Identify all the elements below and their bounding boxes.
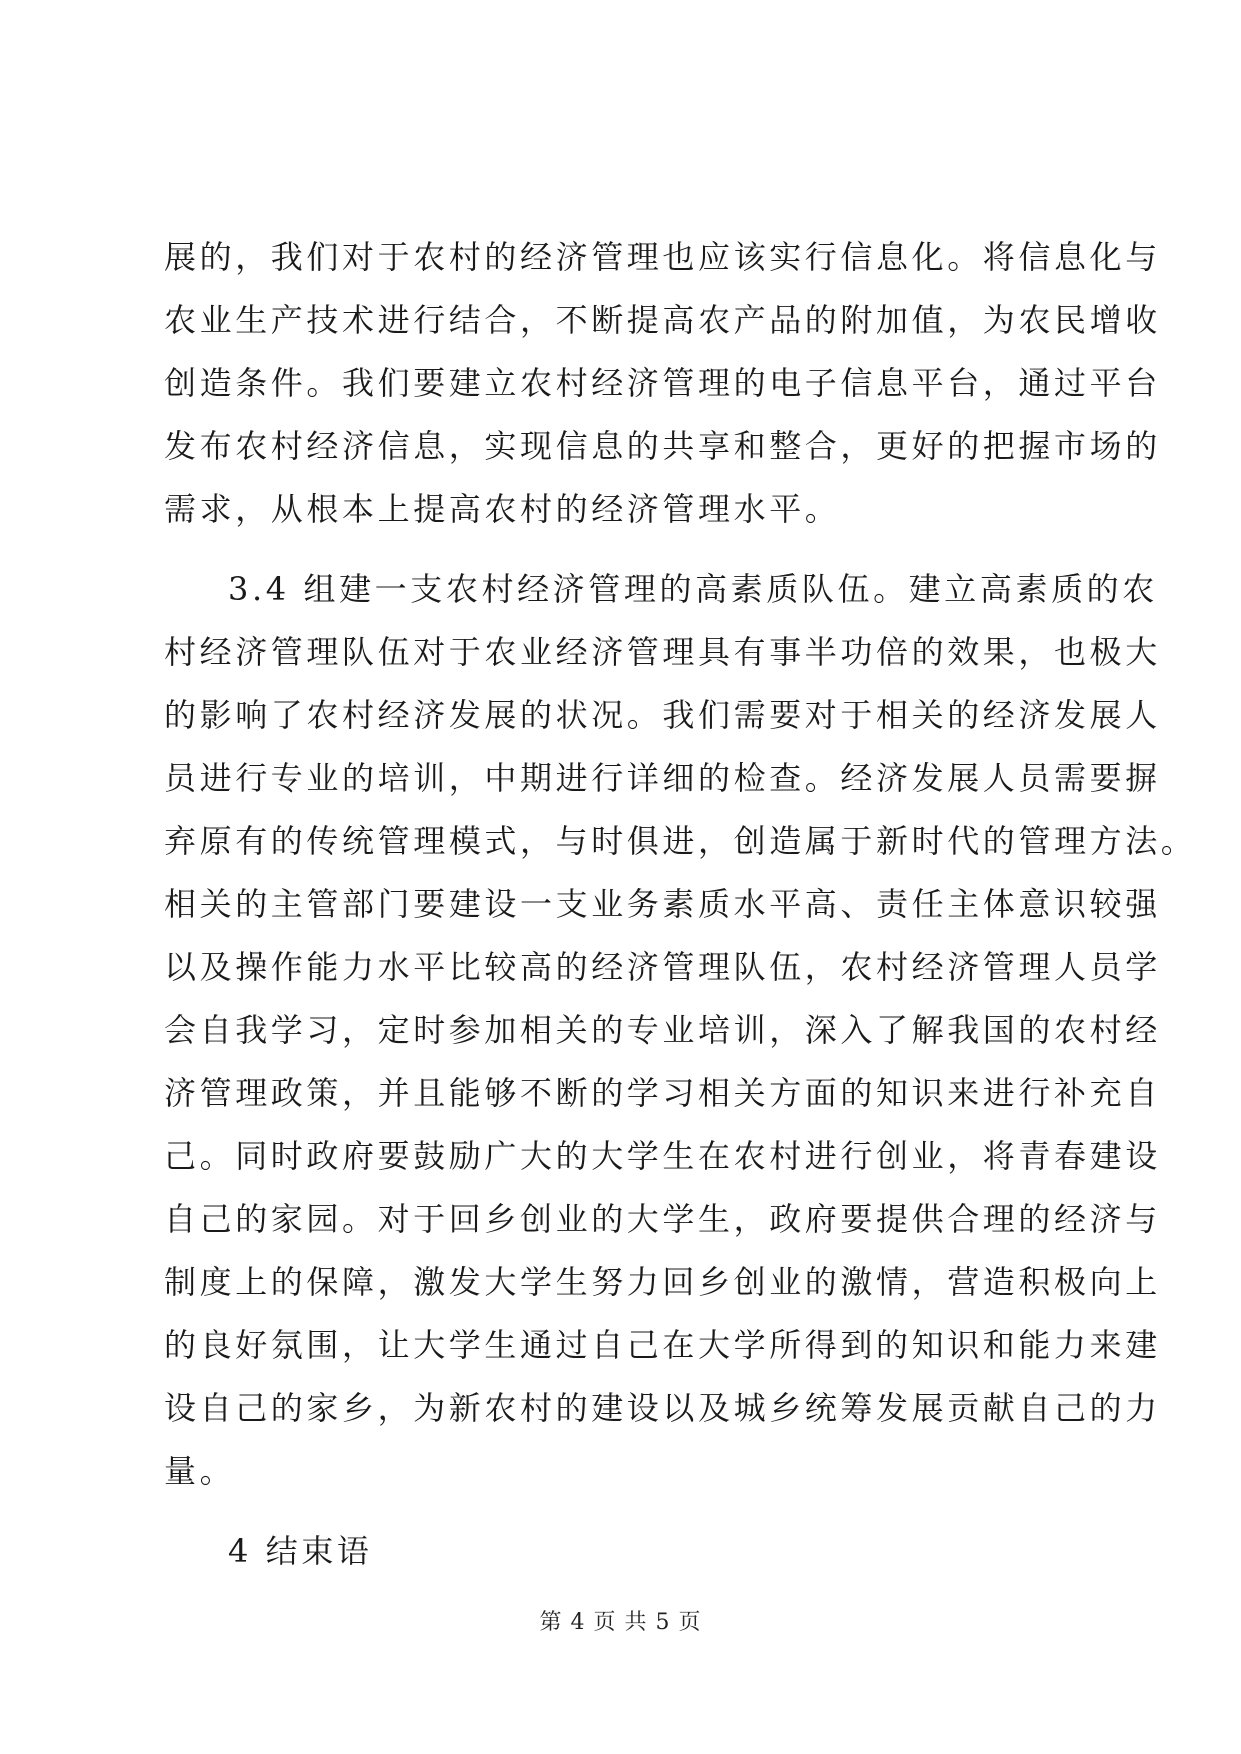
- text-line: 的影响了农村经济发展的状况。我们需要对于相关的经济发展人: [164, 696, 1161, 734]
- paragraph-continuation: [164, 226, 1161, 541]
- text-line: 弃原有的传统管理模式，与时俱进，创造属于新时代的管理方法。: [164, 822, 1197, 860]
- text-line: 设自己的家乡，为新农村的建设以及城乡统筹发展贡献自己的力: [164, 1389, 1161, 1427]
- body-text: [164, 226, 1197, 1583]
- paragraph-gap: [164, 1503, 1084, 1520]
- text-line: 相关的主管部门要建设一支业务素质水平高、责任主体意识较强: [164, 885, 1161, 923]
- text-line: 村经济管理队伍对于农业经济管理具有事半功倍的效果，也极大: [164, 633, 1161, 671]
- text-line: 量。: [164, 1452, 236, 1490]
- text-line: 发布农村经济信息，实现信息的共享和整合，更好的把握市场的: [164, 427, 1161, 465]
- text-line: 自己的家园。对于回乡创业的大学生，政府要提供合理的经济与: [164, 1200, 1161, 1238]
- text-line: 己。同时政府要鼓励广大的大学生在农村进行创业，将青春建设: [164, 1137, 1161, 1175]
- text-line: 员进行专业的培训，中期进行详细的检查。经济发展人员需要摒: [164, 759, 1161, 797]
- section-heading: 4 结束语: [228, 1532, 373, 1570]
- text-line: 农业生产技术进行结合，不断提高农产品的附加值，为农民增收: [164, 301, 1161, 339]
- section-heading-line: 3.4 组建一支农村经济管理的高素质队伍。建立高素质的农: [228, 570, 1158, 608]
- text-line: 制度上的保障，激发大学生努力回乡创业的激情，营造积极向上: [164, 1263, 1161, 1301]
- paragraph-section-3-4: [164, 558, 1197, 1503]
- text-line: 展的，我们对于农村的经济管理也应该实行信息化。将信息化与: [164, 238, 1161, 276]
- text-line: 的良好氛围，让大学生通过自己在大学所得到的知识和能力来建: [164, 1326, 1161, 1364]
- text-line: 以及操作能力水平比较高的经济管理队伍，农村经济管理人员学: [164, 948, 1161, 986]
- page-footer: 第 4 页 共 5 页: [539, 1610, 702, 1635]
- text-line: 会自我学习，定时参加相关的专业培训，深入了解我国的农村经: [164, 1011, 1161, 1049]
- text-line: 创造条件。我们要建立农村经济管理的电子信息平台，通过平台: [164, 364, 1161, 402]
- text-line: 济管理政策，并且能够不断的学习相关方面的知识来进行补充自: [164, 1074, 1161, 1112]
- paragraph-gap: [164, 541, 1084, 558]
- paragraph-section-4: [164, 1520, 1084, 1583]
- text-line: 需求，从根本上提高农村的经济管理水平。: [164, 490, 841, 528]
